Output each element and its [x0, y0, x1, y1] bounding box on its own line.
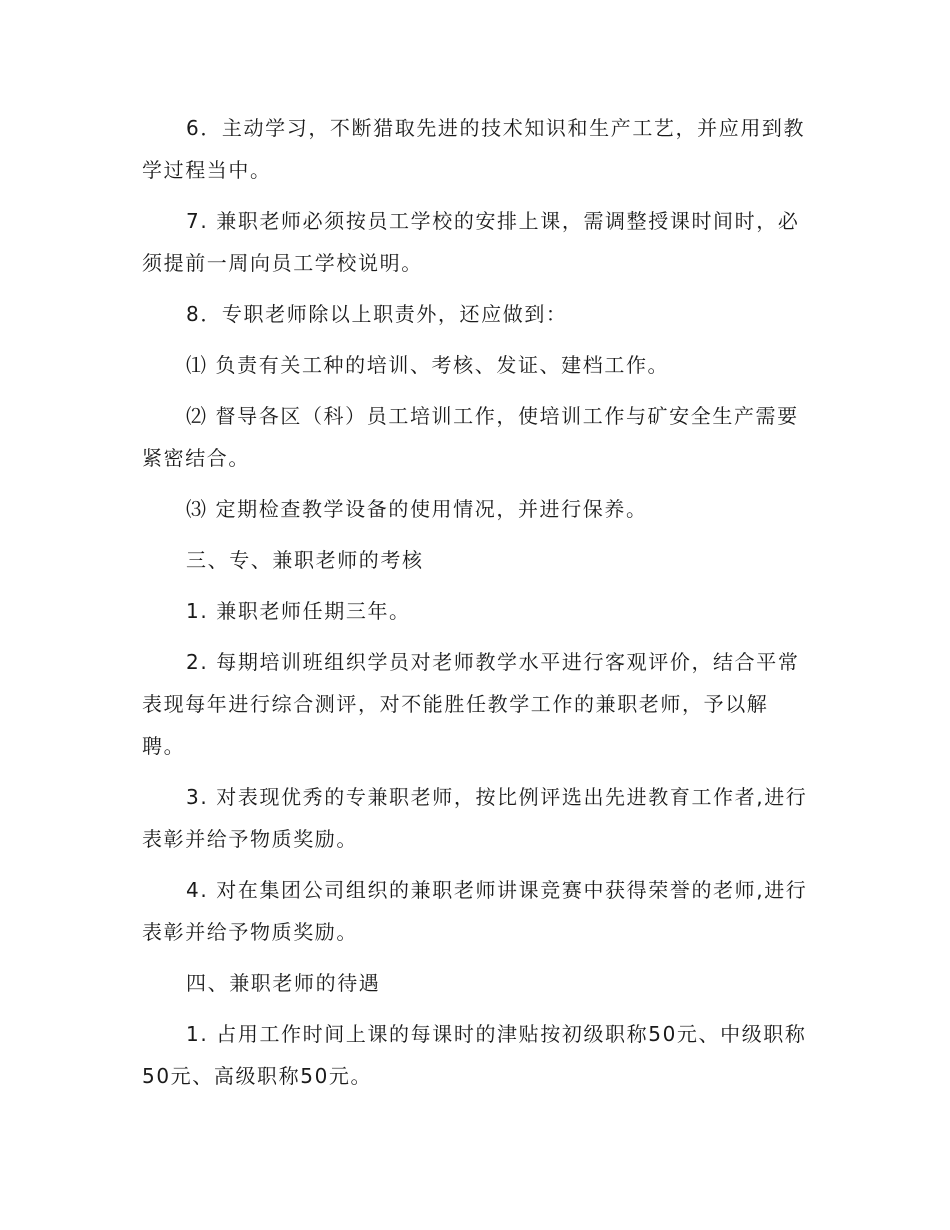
- section-heading-assessment: 三、专、兼职老师的考核: [186, 548, 424, 572]
- paragraph-subitem-2: ⑵ 督导各区（科）员工培训工作，使培训工作与矿安全生产需要紧密结合。: [142, 404, 799, 470]
- paragraph-subitem-1: ⑴ 负责有关工种的培训、考核、发证、建档工作。: [186, 353, 670, 377]
- section-heading-compensation: 四、兼职老师的待遇: [186, 971, 381, 995]
- paragraph-assessment-3: 3. 对表现优秀的专兼职老师，按比例评选出先进教育工作者,进行表彰并给予物质奖励。: [142, 785, 808, 851]
- paragraph-assessment-2: 2. 每期培训班组织学员对老师教学水平进行客观评价，结合平常表现每年进行综合测评，对不能胜任教学工作的兼职老师，予以解聘。: [142, 650, 800, 758]
- paragraph-item-8: 8．专职老师除以上职责外，还应做到：: [186, 302, 568, 326]
- paragraph-assessment-4: 4. 对在集团公司组织的兼职老师讲课竞赛中获得荣誉的老师,进行表彰并给予物质奖励。: [142, 878, 808, 944]
- paragraph-subitem-3: ⑶ 定期检查教学设备的使用情况，并进行保养。: [186, 497, 648, 521]
- paragraph-assessment-1: 1. 兼职老师任期三年。: [186, 599, 411, 623]
- document-body: [142, 107, 810, 1097]
- paragraph-item-7: 7. 兼职老师必须按员工学校的安排上课，需调整授课时间时，必须提前一周向员工学校说明。: [142, 209, 800, 275]
- paragraph-item-6: 6．主动学习，不断猎取先进的技术知识和生产工艺，并应用到教学过程当中。: [142, 116, 806, 182]
- paragraph-compensation-1: 1. 占用工作时间上课的每课时的津贴按初级职称50元、中级职称50元、高级职称50元。: [142, 1022, 807, 1088]
